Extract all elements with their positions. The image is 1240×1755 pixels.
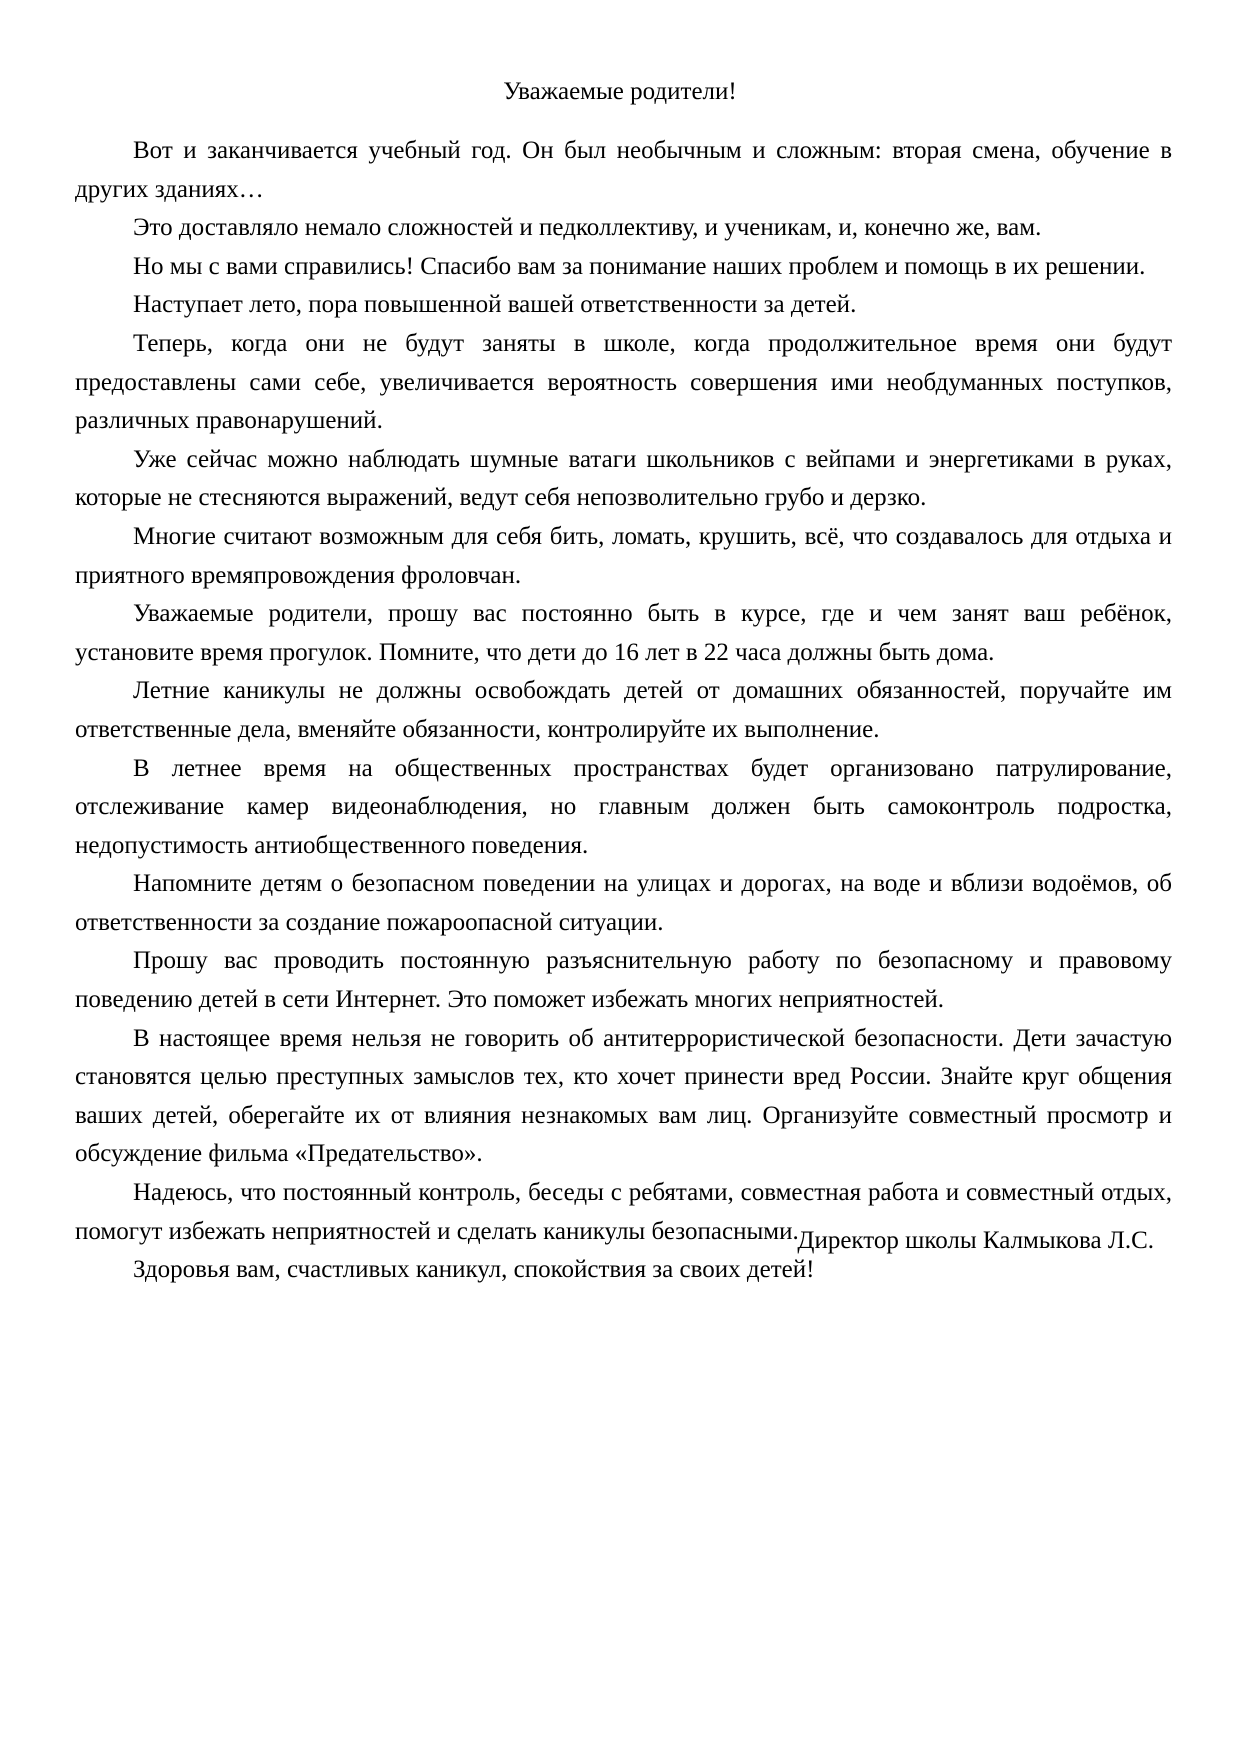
paragraph: Летние каникулы не должны освобождать детей от домашних обязанностей, поручайте им ответственные дела, вменяйте обязанности, контролируйте их выполнение. [75, 677, 1172, 743]
paragraph: Уважаемые родители, прошу вас постоянно быть в курсе, где и чем занят ваш ребёнок, установите время прогулок. Помните, что дети до 16 лет в 22 часа должны быть дома. [75, 600, 1172, 666]
paragraph: Но мы с вами справились! Спасибо вам за понимание наших проблем и помощь в их решении. [133, 252, 1146, 280]
paragraph: Наступает лето, пора повышенной вашей ответственности за детей. [133, 291, 857, 319]
paragraph: Уже сейчас можно наблюдать шумные ватаги школьников с вейпами и энергетиками в руках, которые не стесняются выражений, ведут себя непозволительно грубо и дерзко. [75, 445, 1172, 512]
paragraph: Прошу вас проводить постоянную разъяснительную работу по безопасному и правовому поведению детей в сети Интернет. Это поможет избежать многих неприятностей. [75, 947, 1172, 1014]
letter-title: Уважаемые родители! [503, 78, 737, 105]
paragraph: Надеюсь, что постоянный контроль, беседы с ребятами, совместная работа и совместный отдых, помогут избежать неприятностей и сделать каникулы безопасными. [75, 1179, 1172, 1245]
paragraph: В настоящее время нельзя не говорить об антитеррористической безопасности. Дети зачастую становятся целью преступных замыслов тех, кто хочет принести вред России. Знайте круг общения ваших детей, оберегайте их от влияния незнакомых вам лиц. Организуйте совместный просмотр и обсуждение фильма «Предательство». [75, 1024, 1172, 1168]
paragraph: Вот и заканчивается учебный год. Он был необычным и сложным: вторая смена, обучение в других зданиях… [75, 137, 1172, 203]
paragraph: Это доставляло немало сложностей и педколлективу, и ученикам, и, конечно же, вам. [133, 214, 1042, 242]
letter-body [75, 132, 1172, 1290]
paragraph: Напомните детям о безопасном поведении на улицах и дорогах, на воде и вблизи водоёмов, об ответственности за создание пожароопасной ситуации. [75, 870, 1172, 936]
paragraph: Теперь, когда они не будут заняты в школе, когда продолжительное время они будут предоставлены сами себе, увеличивается вероятность совершения ими необдуманных поступков, различных правонарушений. [75, 329, 1172, 435]
paragraph: Многие считают возможным для себя бить, ломать, крушить, всё, что создавалось для отдыха и приятного времяпровождения фроловчан. [75, 522, 1172, 589]
paragraph: Здоровья вам, счастливых каникул, спокойствия за своих детей! [133, 1256, 815, 1284]
signature-line: Директор школы Калмыкова Л.С. [797, 1227, 1154, 1254]
paragraph: В летнее время на общественных пространствах будет организовано патрулирование, отслеживание камер видеонаблюдения, но главным должен быть самоконтроль подростка, недопустимость антиобщественного поведения. [75, 754, 1172, 859]
